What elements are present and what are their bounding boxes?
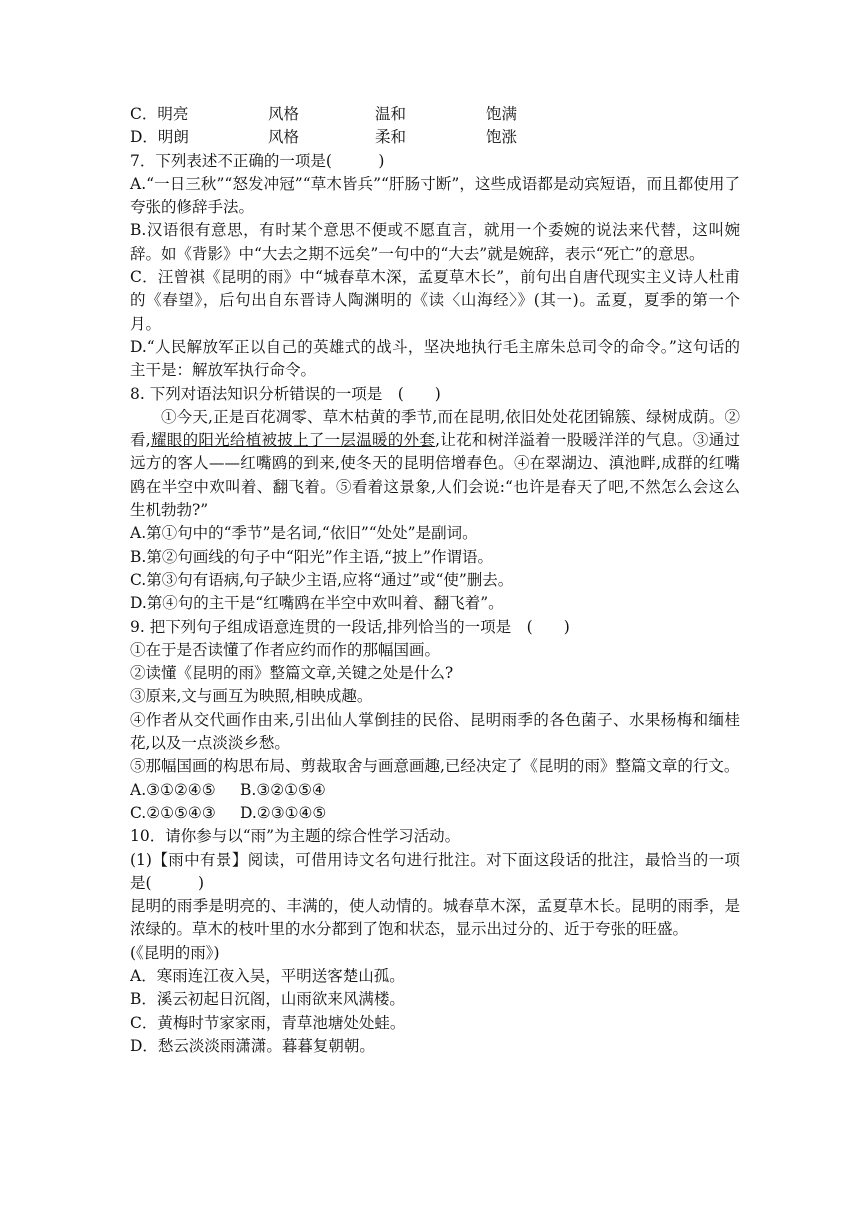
q10-option-a: A．寒雨连江夜入吴，平明送客楚山孤。 [130,966,405,985]
document-page [130,103,740,1058]
q7-option-b: B.汉语很有意思，有时某个意思不便或不愿直言，就用一个委婉的说法来代替，这叫婉辞。如《背影》中“大去之期不远矣”一句中的“大去”就是婉辞，表示“死亡”的意思。 [130,221,740,263]
q7-stem: 7．下列表述不正确的一项是( ) [130,151,385,170]
q9-option-d: D.②③①④⑤ [240,803,327,822]
q10-stem: 10．请你参与以“雨”为主题的综合性学习活动。 [130,827,461,846]
q10-option-c: C．黄梅时节家家雨，青草池塘处处蛙。 [130,1013,406,1032]
q10-passage: 昆明的雨季是明亮的、丰满的，使人动情的。城春草木深，孟夏草木长。昆明的雨季，是浓绿的。草木的枝叶里的水分都到了饱和状态，显示出过分的、近于夸张的旺盛。 [130,897,740,939]
q9-options-ab [130,779,740,802]
q8-passage-part1: ①今天,正是百花凋零、草木枯黄的季节,而在昆明,依旧处处花团锦簇、绿树成荫。②看, [130,407,740,450]
q8-option-d: D.第④句的主干是“红嘴鸥在半空中欢叫着、翻飞着”。 [130,594,504,613]
q9-sentence-4: ④作者从交代画作由来,引出仙人掌倒挂的民俗、昆明雨季的各色菌子、水果杨梅和缅桂花,以及一点淡淡乡愁。 [130,710,740,753]
q8-option-b: B.第②句画线的句子中“阳光”作主语,“披上”作谓语。 [130,547,493,566]
q7-option-c: C．汪曾祺《昆明的雨》中“城春草木深，孟夏草木长”，前句出自唐代现实主义诗人杜甫的《春望》，后句出自东晋诗人陶渊明的《读〈山海经〉》(其一)。孟夏，夏季的第一个月。 [130,268,740,333]
q7-option-a: A.“一日三秋”“怒发冲冠”“草木皆兵”“肝肠寸断”，这些成语都是动宾短语，而且都使用了夸张的修辞手法。 [130,174,740,217]
option-d-word3: 柔和 [375,128,407,147]
q10-sub1: (1)【雨中有景】阅读，可借用诗文名句进行批注。对下面这段话的批注，最恰当的一项是( ) [130,850,740,892]
option-c-word1: C．明亮 [130,105,189,123]
q8-underlined-sentence: 耀眼的阳光给植被披上了一层温暖的外套 [150,431,436,450]
q10-option-b: B．溪云初起日沉阁，山雨欲来风满楼。 [130,990,405,1009]
q9-sentence-1: ①在于是否读懂了作者应约而作的那幅国画。 [130,640,441,659]
q9-option-c: C.②①⑤④③ [130,803,216,822]
q7-option-d: D.“人民解放军正以自己的英雄式的战斗，坚决地执行毛主席朱总司令的命令。”这句话的主干是：解放军执行命令。 [130,337,740,380]
option-c-word2: 风格 [268,105,300,123]
q9-stem: 9. 把下列句子组成语意连贯的一段话,排列恰当的一项是 ( ) [130,617,570,636]
q10-option-d: D．愁云淡淡雨潇潇。暮暮复朝朝。 [130,1036,375,1055]
q9-sentence-3: ③原来,文与画互为映照,相映成趣。 [130,687,373,706]
q9-option-b: B.③②①⑤④ [240,780,326,799]
q8-option-c: C.第③句有语病,句子缺少主语,应将“通过”或“使”删去。 [130,570,514,589]
option-d-word2: 风格 [268,128,300,147]
option-d-word4: 饱涨 [486,128,518,147]
q8-passage-part2: ,让花和树洋溢着一股暖洋洋的气息。③通过远方的客人——红嘴鸥的到来,使冬天的昆明倍增春色。④在翠湖边、滇池畔,成群的红嘴鸥在半空中欢叫着、翻飞着。⑤看着这景象,人们会说:“也许是春天了吧,不然怎么会这么生机勃勃?” [130,431,740,520]
q9-sentence-2: ②读懂《昆明的雨》整篇文章,关键之处是什么? [130,664,454,683]
option-c-word4: 饱满 [486,105,518,123]
q8-stem: 8. 下列对语法知识分析错误的一项是 ( ) [130,384,441,403]
q6-option-d [130,126,740,149]
q8-option-a: A.第①句中的“季节”是名词,“依旧”“处处”是副词。 [130,524,478,543]
q6-option-c [130,103,740,126]
option-d-word1: D．明朗 [130,128,189,147]
q9-options-cd [130,802,740,825]
q8-passage [130,406,740,522]
q9-option-a: A.③①②④⑤ [130,780,216,799]
q9-sentence-5: ⑤那幅国画的构思布局、剪裁取舍与画意画趣,已经决定了《昆明的雨》整篇文章的行文。 [130,757,740,776]
option-c-word3: 温和 [375,105,407,123]
q10-source: (《昆明的雨》) [130,943,220,962]
